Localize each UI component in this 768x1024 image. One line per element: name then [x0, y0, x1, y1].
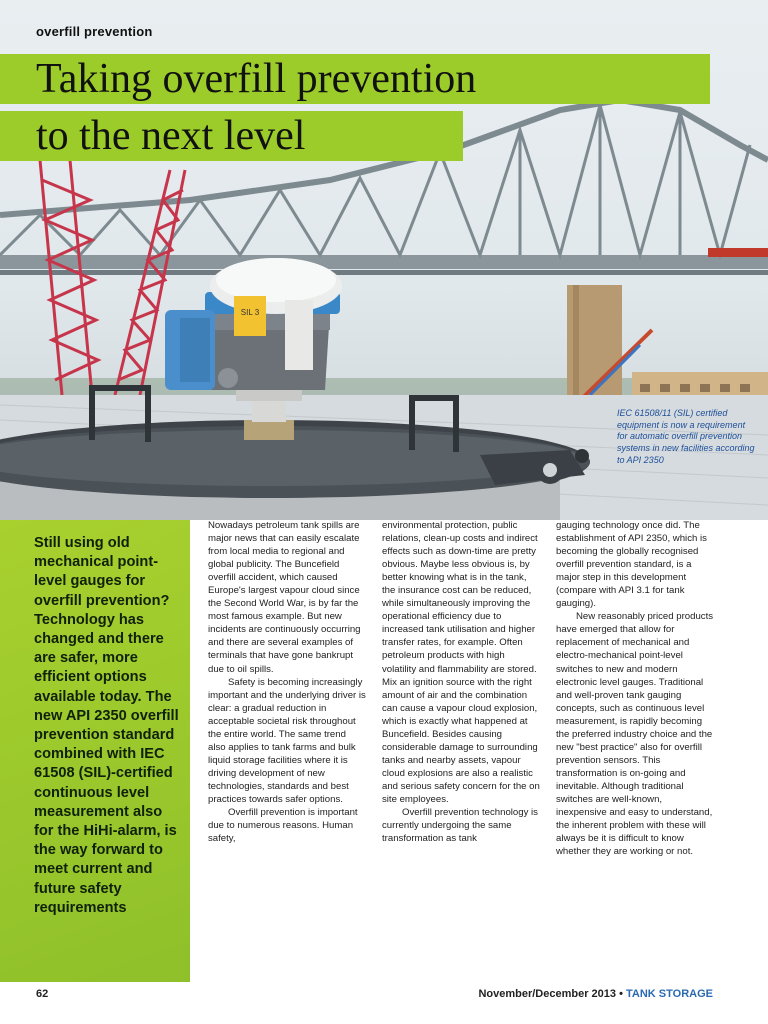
paragraph: Nowadays petroleum tank spills are major news that can easily escalate from local media to regional and global publicity. The Buncefield overfill accident, which caused Europe's largest vapour cloud since the Second World War, is by far the most famous example. But new incidents are continuously occurring and there are several examples of terminals that have gone bankrupt due to oil spills.	[208, 520, 361, 675]
paragraph: gauging technology once did. The establishment of API 2350, which is becoming the globally recognised overfill prevention standard, is a major step in this development (compare with API 3.1 for tank gauging).	[556, 520, 707, 610]
page-footer	[0, 988, 768, 1008]
article-column-1	[208, 519, 366, 845]
separator-bullet: •	[619, 988, 623, 1000]
section-label: overfill prevention	[36, 24, 153, 39]
page-number: 62	[36, 988, 49, 1000]
paragraph: environmental protection, public relations, clean-up costs and indirect effects such as down-time are pretty obvious. Maybe less obvious is, by better knowing what is in the tank, the insurance cost can be reduced, while simultaneously improving the operational efficiency due to increased tank utilisation and higher transfer rates, for example. Often petroleum products with high volatility and flammability are stored. Mix an ignition source with the right amount of air and the combination can cause a vapour cloud explosion, which is exactly what happened at Buncefield. Besides causing considerable damage to surrounding tanks and nearby assets, vapour cloud explosions are also a realistic and serious safety concern for the on site employees.	[382, 520, 540, 805]
issue-info	[478, 988, 713, 1000]
paragraph: Overfill prevention technology is currently undergoing the same transformation as tank	[382, 807, 538, 845]
article-title-line-1: Taking overfill prevention	[0, 54, 710, 104]
article-title-line-2: to the next level	[0, 111, 463, 161]
magazine-name: TANK STORAGE	[626, 988, 713, 1000]
paragraph: New reasonably priced products have emerged that allow for replacement of mechanical and electro-mechanical point-level switches to new and modern electronic level gauges. Traditional and well-proven tank gauging concepts, such as continuous level measurement, is rapidly becoming the preferred industry choice and the new "best practice" also for overfill prevention sensors. This transformation is on-going and inevitable. Although traditional switches are well-known, inexpensive and easy to understand, the inherent problem with these will always be it is difficult to know whether they are working or not.	[556, 611, 714, 858]
device-badge: SIL 3	[240, 308, 260, 317]
crane	[40, 160, 185, 395]
paragraph: Safety is becoming increasingly important and the underlying driver is clear: a gradual reduction in acceptable societal risk throughout the entire world. The same trend also applies to tank farms and bulk liquid storage facilities where it is driving development of new technologies, standards and best practices towards safer options.	[208, 676, 366, 805]
issue-date: November/December 2013	[478, 988, 617, 1000]
pull-quote-box	[0, 520, 190, 982]
article-column-2	[382, 519, 540, 845]
photo-caption: IEC 61508/11 (SIL) certified equipment is now a requirement for automatic overfill prevention systems in new facilities according to API 2350	[617, 408, 755, 465]
paragraph: Overfill prevention is important due to numerous reasons. Human safety,	[208, 807, 358, 845]
train	[708, 248, 768, 257]
article-column-3	[556, 519, 714, 858]
pull-quote-text: Still using old mechanical point-level gauges for overfill prevention? Technology has changed and there are safer, more efficient options available today. The new API 2350 overfill prevention standard combined with IEC 61508 (SIL)-certified continuous level measurement also for the HiHi-alarm, is the way forward to meet current and future safety requirements	[34, 535, 179, 916]
